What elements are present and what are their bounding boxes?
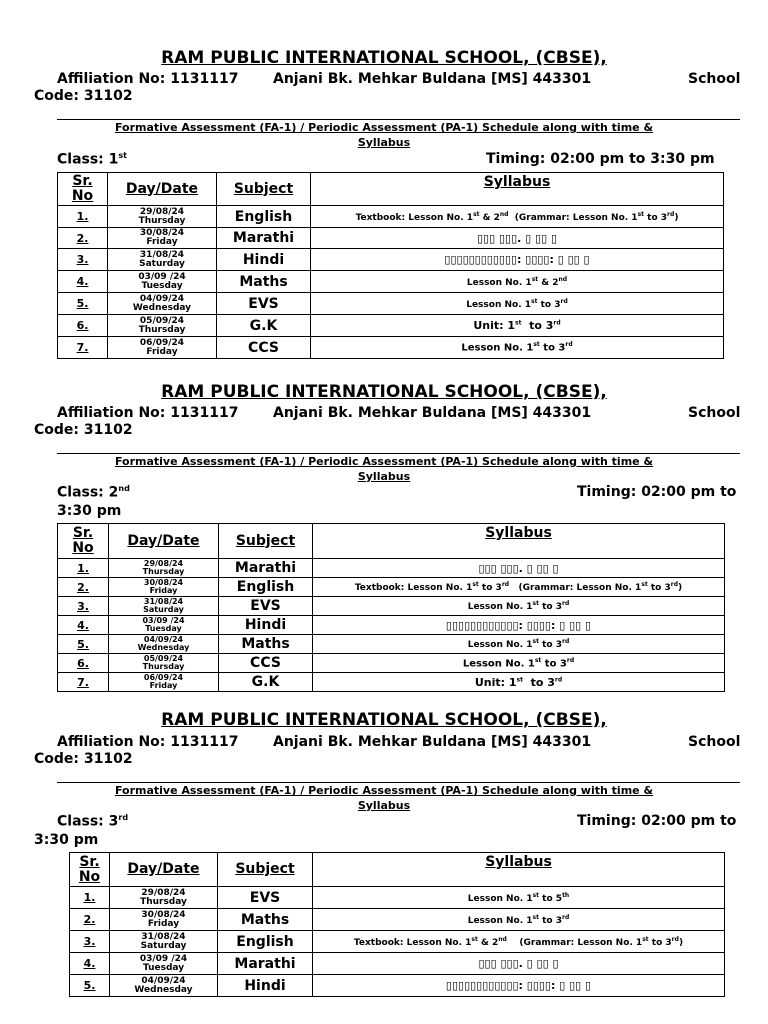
sr-no: 2. xyxy=(58,578,109,597)
syllabus: Textbook: Lesson No. 1st & 2nd (Grammar: Lesson No. 1st to 3rd) xyxy=(311,206,724,228)
table-row xyxy=(58,271,724,293)
sr-no: 6. xyxy=(58,315,108,337)
affiliation-number: Affiliation No: 1131117 xyxy=(57,71,239,87)
table-row xyxy=(70,909,725,931)
table-row xyxy=(70,953,725,975)
sr-no: 1. xyxy=(58,206,108,228)
subject: Marathi xyxy=(218,953,313,975)
day-date: 06/09/24 Friday xyxy=(109,673,219,692)
school-name: RAM PUBLIC INTERNATIONAL SCHOOL, (CBSE), xyxy=(161,48,607,68)
syllabus: Lesson No. 1st to 3rd xyxy=(313,654,725,673)
class-label: Class: 3rd xyxy=(57,813,129,830)
school-name: RAM PUBLIC INTERNATIONAL SCHOOL, (CBSE), xyxy=(161,710,607,730)
table-row xyxy=(58,206,724,228)
syllabus: Unit: 1st to 3rd xyxy=(311,315,724,337)
sr-no-header: Sr. No xyxy=(58,524,109,559)
day-date: 03/09 /24 Tuesday xyxy=(108,271,217,293)
subject: Marathi xyxy=(217,228,311,249)
subject: Marathi xyxy=(219,559,313,578)
assessment-heading: Formative Assessment (FA-1) / Periodic Assessment (PA-1) Schedule along with time & xyxy=(114,455,654,468)
syllabus: ▯▯▯ ▯▯▯. ▯ ▯▯ ▯ xyxy=(313,559,725,578)
divider xyxy=(57,119,740,120)
table-row xyxy=(58,315,724,337)
timing-label: Timing: 02:00 pm to 3:30 pm xyxy=(486,151,715,167)
sr-no: 2. xyxy=(58,228,108,249)
school-name: RAM PUBLIC INTERNATIONAL SCHOOL, (CBSE), xyxy=(161,382,607,402)
subject-header: Subject xyxy=(218,853,313,887)
sr-no: 4. xyxy=(58,616,109,635)
date-header: Day/Date xyxy=(108,173,217,206)
sr-no: 5. xyxy=(58,635,109,654)
subject: EVS xyxy=(217,293,311,315)
table-row xyxy=(58,654,725,673)
day-date: 30/08/24 Friday xyxy=(108,228,217,249)
day-date: 04/09/24 Wednesday xyxy=(108,293,217,315)
day-date: 03/09 /24 Tuesday xyxy=(110,953,218,975)
syllabus: Lesson No. 1st & 2nd xyxy=(311,271,724,293)
table-row xyxy=(58,578,725,597)
day-date: 31/08/24 Saturday xyxy=(110,931,218,953)
syllabus-header: Syllabus xyxy=(311,173,724,206)
sr-no: 1. xyxy=(70,887,110,909)
class-label: Class: 1st xyxy=(57,151,127,168)
school-code: Code: 31102 xyxy=(34,751,133,767)
schedule-table xyxy=(57,172,724,359)
subject: CCS xyxy=(219,654,313,673)
timing-label: Timing: 02:00 pm to xyxy=(577,484,737,500)
sr-no: 4. xyxy=(70,953,110,975)
sr-no-header: Sr. No xyxy=(70,853,110,887)
subject-header: Subject xyxy=(219,524,313,559)
table-header-row xyxy=(70,853,725,887)
subject: EVS xyxy=(218,887,313,909)
timing-label-continued: 3:30 pm xyxy=(34,832,99,848)
assessment-heading-syllabus: Syllabus xyxy=(357,136,411,149)
sr-no: 7. xyxy=(58,673,109,692)
day-date: 29/08/24 Thursday xyxy=(109,559,219,578)
divider xyxy=(57,453,740,454)
subject: English xyxy=(217,206,311,228)
syllabus: Lesson No. 1st to 3rd xyxy=(311,293,724,315)
affiliation-number: Affiliation No: 1131117 xyxy=(57,734,239,750)
syllabus: Lesson No. 1st to 3rd xyxy=(311,337,724,359)
table-row xyxy=(58,597,725,616)
schedule-table xyxy=(57,523,725,692)
syllabus: Lesson No. 1st to 3rd xyxy=(313,597,725,616)
assessment-heading: Formative Assessment (FA-1) / Periodic Assessment (PA-1) Schedule along with time & xyxy=(114,121,654,134)
table-row xyxy=(58,293,724,315)
sr-no: 6. xyxy=(58,654,109,673)
day-date: 29/08/24 Thursday xyxy=(110,887,218,909)
subject: Maths xyxy=(219,635,313,654)
sr-no: 4. xyxy=(58,271,108,293)
syllabus-header: Syllabus xyxy=(313,853,725,887)
sr-no: 5. xyxy=(70,975,110,997)
school-code: Code: 31102 xyxy=(34,422,133,438)
sr-no-header: Sr. No xyxy=(58,173,108,206)
syllabus: Textbook: Lesson No. 1st to 3rd (Grammar: Lesson No. 1st to 3rd) xyxy=(313,578,725,597)
school-address: Anjani Bk. Mehkar Buldana [MS] 443301 xyxy=(273,71,592,87)
table-row xyxy=(70,931,725,953)
table-row xyxy=(58,635,725,654)
sr-no: 3. xyxy=(58,249,108,271)
sr-no: 3. xyxy=(58,597,109,616)
day-date: 05/09/24 Thursday xyxy=(109,654,219,673)
day-date: 30/08/24 Friday xyxy=(110,909,218,931)
subject: Maths xyxy=(218,909,313,931)
syllabus: ▯▯▯ ▯▯▯. ▯ ▯▯ ▯ xyxy=(311,228,724,249)
date-header: Day/Date xyxy=(109,524,219,559)
school-code-label: School xyxy=(688,734,741,750)
subject: CCS xyxy=(217,337,311,359)
school-address: Anjani Bk. Mehkar Buldana [MS] 443301 xyxy=(273,405,592,421)
table-row xyxy=(58,673,725,692)
syllabus: ▯▯▯▯▯▯▯▯▯▯▯▯: ▯▯▯▯: ▯ ▯▯ ▯ xyxy=(313,616,725,635)
date-header: Day/Date xyxy=(110,853,218,887)
school-code: Code: 31102 xyxy=(34,88,133,104)
day-date: 03/09 /24 Tuesday xyxy=(109,616,219,635)
assessment-heading-syllabus: Syllabus xyxy=(357,799,411,812)
timing-label-continued: 3:30 pm xyxy=(57,503,122,519)
divider xyxy=(57,782,740,783)
day-date: 04/09/24 Wednesday xyxy=(109,635,219,654)
day-date: 05/09/24 Thursday xyxy=(108,315,217,337)
subject: EVS xyxy=(219,597,313,616)
day-date: 29/08/24 Thursday xyxy=(108,206,217,228)
subject: Hindi xyxy=(219,616,313,635)
syllabus: Textbook: Lesson No. 1st & 2nd (Grammar: Lesson No. 1st to 3rd) xyxy=(313,931,725,953)
sr-no: 1. xyxy=(58,559,109,578)
syllabus: ▯▯▯▯▯▯▯▯▯▯▯▯: ▯▯▯▯: ▯ ▯▯ ▯ xyxy=(313,975,725,997)
day-date: 31/08/24 Saturday xyxy=(109,597,219,616)
subject-header: Subject xyxy=(217,173,311,206)
sr-no: 3. xyxy=(70,931,110,953)
day-date: 30/08/24 Friday xyxy=(109,578,219,597)
table-row xyxy=(58,616,725,635)
subject: Hindi xyxy=(217,249,311,271)
sr-no: 2. xyxy=(70,909,110,931)
table-row xyxy=(70,887,725,909)
syllabus: Lesson No. 1st to 5th xyxy=(313,887,725,909)
subject: English xyxy=(219,578,313,597)
syllabus: ▯▯▯ ▯▯▯. ▯ ▯▯ ▯ xyxy=(313,953,725,975)
syllabus: Unit: 1st to 3rd xyxy=(313,673,725,692)
school-address: Anjani Bk. Mehkar Buldana [MS] 443301 xyxy=(273,734,592,750)
school-code-label: School xyxy=(688,405,741,421)
assessment-heading-syllabus: Syllabus xyxy=(357,470,411,483)
table-header-row xyxy=(58,524,725,559)
table-row xyxy=(58,337,724,359)
subject: G.K xyxy=(217,315,311,337)
table-row xyxy=(58,249,724,271)
sr-no: 5. xyxy=(58,293,108,315)
affiliation-number: Affiliation No: 1131117 xyxy=(57,405,239,421)
subject: English xyxy=(218,931,313,953)
table-row xyxy=(58,228,724,249)
syllabus: ▯▯▯▯▯▯▯▯▯▯▯▯: ▯▯▯▯: ▯ ▯▯ ▯ xyxy=(311,249,724,271)
day-date: 04/09/24 Wednesday xyxy=(110,975,218,997)
day-date: 31/08/24 Saturday xyxy=(108,249,217,271)
assessment-heading: Formative Assessment (FA-1) / Periodic Assessment (PA-1) Schedule along with time & xyxy=(114,784,654,797)
class-label: Class: 2nd xyxy=(57,484,130,501)
timing-label: Timing: 02:00 pm to xyxy=(577,813,737,829)
syllabus: Lesson No. 1st to 3rd xyxy=(313,635,725,654)
sr-no: 7. xyxy=(58,337,108,359)
subject: Hindi xyxy=(218,975,313,997)
subject: G.K xyxy=(219,673,313,692)
school-code-label: School xyxy=(688,71,741,87)
table-row xyxy=(70,975,725,997)
schedule-table xyxy=(69,852,725,997)
table-row xyxy=(58,559,725,578)
day-date: 06/09/24 Friday xyxy=(108,337,217,359)
syllabus-header: Syllabus xyxy=(313,524,725,559)
subject: Maths xyxy=(217,271,311,293)
syllabus: Lesson No. 1st to 3rd xyxy=(313,909,725,931)
table-header-row xyxy=(58,173,724,206)
